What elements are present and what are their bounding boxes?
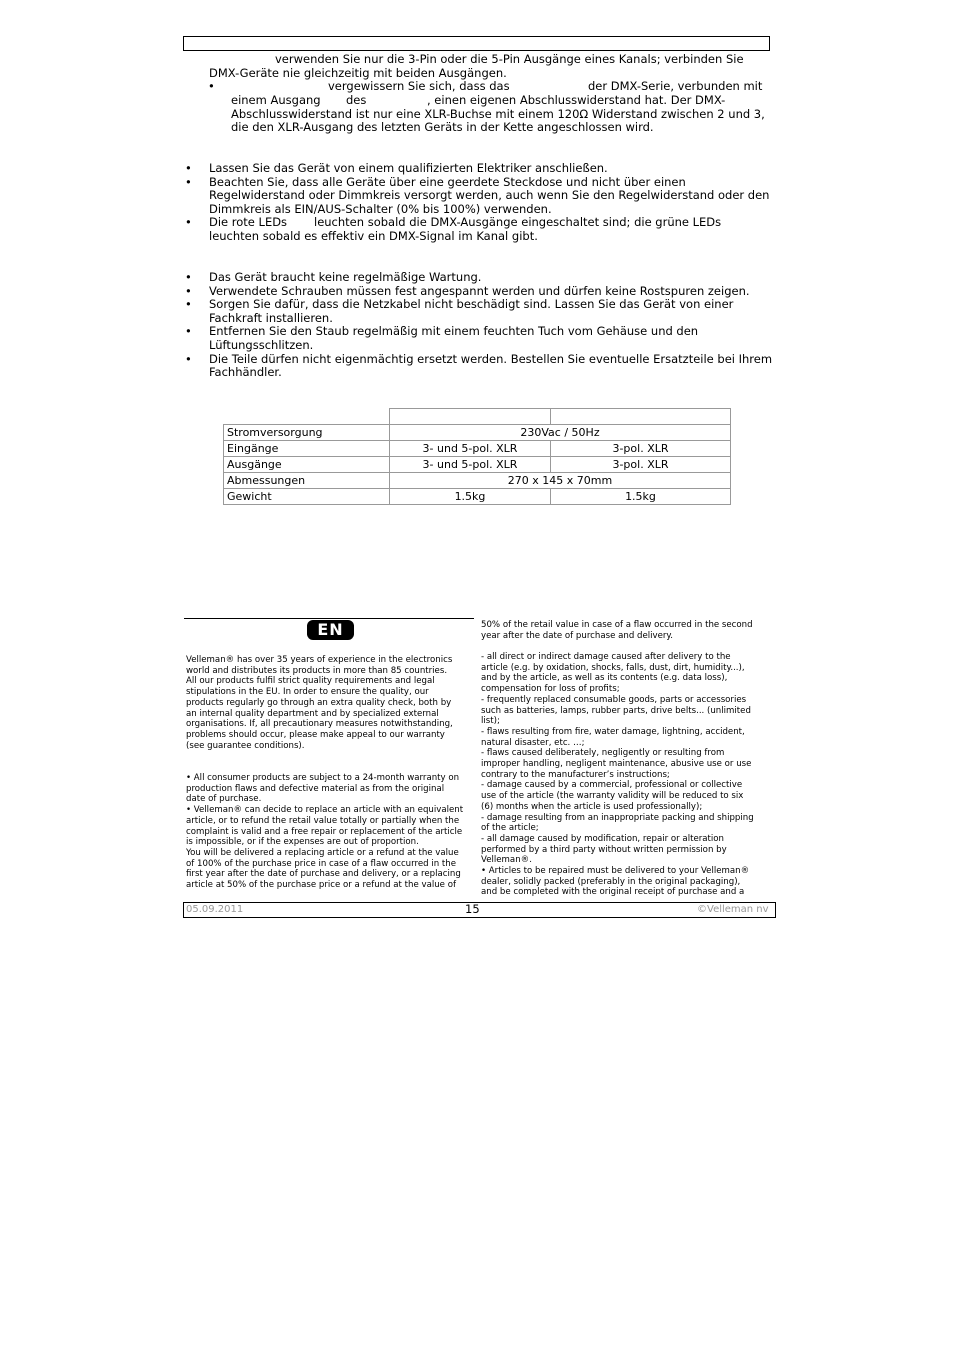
text-line: list); [481, 716, 500, 727]
text-line: (6) months when the article is used professionally); [481, 801, 703, 812]
table-row [224, 473, 731, 489]
list-item: Regelwiderstand oder Dimmkreis versorgt werden, auch wenn Sie den Regelwiderstand oder den [209, 188, 770, 202]
header-box [183, 36, 770, 51]
list-item: Lassen Sie das Gerät von einem qualifizierten Elektriker anschließen. [209, 161, 608, 175]
text-line: problems should occur, please make appeal to our warranty [186, 729, 445, 740]
text-line: production flaws and defective material as from the original [186, 783, 445, 794]
text-line: article at 50% of the purchase price or a refund at the value of [186, 880, 456, 890]
list-item: Lüftungsschlitzen. [209, 338, 314, 352]
text-line: - damage resulting from an inappropriate packing and shipping [481, 812, 754, 823]
table-header-row [224, 409, 731, 425]
text-line: article (e.g. by oxidation, shocks, falls, dust, dirt, humidity...), [481, 662, 745, 673]
text-line: - all damage caused by modification, repair or alteration [481, 833, 724, 844]
table-cell-label: Eingänge [224, 441, 390, 457]
table-cell: 1.5kg [390, 489, 551, 505]
text-line: einem Ausgang [231, 93, 321, 107]
text-line: stipulations in the EU. In order to ensure the quality, our [186, 687, 429, 698]
text-line: use of the article (the warranty validity will be reduced to six [481, 791, 744, 802]
bullet-dot: • [185, 284, 192, 298]
list-item: Verwendete Schrauben müssen fest angespannt werden und dürfen keine Rostspuren zeigen. [209, 284, 750, 298]
text-line: Velleman®. [481, 855, 532, 866]
text-line: improper handling, negligent maintenance, abusive use or use [481, 759, 752, 769]
spec-table [223, 408, 731, 505]
text-line: year after the date of purchase and delivery. [481, 630, 674, 641]
list-item: Sorgen Sie dafür, dass die Netzkabel nicht beschädigt sind. Lassen Sie das Gerät von einer [209, 297, 734, 311]
text-line: - flaws caused deliberately, negligently or resulting from [481, 748, 725, 759]
table-cell: 230Vac / 50Hz [390, 425, 731, 441]
text-line: an internal quality department and by specialized external [186, 708, 439, 719]
table-cell-label: Stromversorgung [224, 425, 390, 441]
text-line: DMX-Geräte nie gleichzeitig mit beiden Ausgängen. [209, 66, 507, 80]
list-item: Beachten Sie, dass alle Geräte über eine geerdete Steckdose und nicht über einen [209, 175, 686, 189]
text-line: of 100% of the purchase price in case of a flaw occurred in the [186, 858, 456, 869]
table-cell: 3- und 5-pol. XLR [390, 441, 551, 457]
footer-copyright: ©Velleman nv [697, 904, 769, 915]
table-row [224, 441, 731, 457]
text-line: article, or to refund the retail value totally or partially when the [186, 815, 460, 826]
bullet-dot: • [185, 161, 192, 175]
text-line: - all direct or indirect damage caused after delivery to the [481, 652, 731, 662]
bullet-dot: • [185, 215, 192, 229]
text-line: such as batteries, lamps, rubber parts, drive belts... (unlimited [481, 705, 751, 716]
table-cell: 3-pol. XLR [551, 457, 731, 473]
language-badge-en: EN [307, 620, 354, 640]
text-line: des [346, 93, 367, 107]
table-row [224, 489, 731, 505]
bullet-dot: • [185, 352, 192, 366]
bullet-dot: • [208, 79, 215, 93]
list-item: Die rote LEDs [209, 215, 288, 229]
list-item: leuchten sobald es effektiv ein DMX-Signal im Kanal gibt. [209, 229, 538, 243]
text-line: All our products fulfil strict quality requirements and legal [186, 676, 435, 687]
text-line: date of purchase. [186, 794, 262, 805]
text-line: natural disaster, etc. …; [481, 737, 585, 748]
section-divider [184, 618, 474, 619]
bullet-dot: • [185, 270, 192, 284]
text-line: die den XLR-Ausgang des letzten Geräts in der Kette angeschlossen wird. [231, 120, 654, 134]
text-line: organisations. If, all precautionary measures notwithstanding, [186, 719, 453, 730]
text-line: is impossible, or if the expenses are out of proportion. [186, 837, 419, 848]
table-cell-empty [224, 409, 390, 425]
text-line: and by the article, as well as its contents (e.g. data loss), [481, 673, 728, 684]
text-line: products regularly go through an extra quality check, both by [186, 697, 452, 708]
text-line: Abschlusswiderstand ist nur eine XLR-Buchse mit einem 120Ω Widerstand zwischen 2 und 3, [231, 107, 765, 121]
text-line: compensation for loss of profits; [481, 684, 620, 695]
text-line: • Velleman® can decide to replace an article with an equivalent [186, 805, 464, 816]
bullet-dot: • [185, 324, 192, 338]
text-line: • Articles to be repaired must be delivered to your Velleman® [481, 866, 750, 876]
text-line: • All consumer products are subject to a 24-month warranty on [186, 773, 460, 783]
table-cell: 1.5kg [551, 489, 731, 505]
text-line: dealer, solidly packed (preferably in the original packaging), [481, 876, 741, 887]
list-item: Fachhändler. [209, 365, 282, 379]
text-line: and be completed with the original receipt of purchase and a [481, 887, 745, 898]
text-line: 50% of the retail value in case of a flaw occurred in the second [481, 620, 753, 630]
page-number: 15 [465, 902, 480, 916]
table-header-cell [390, 409, 551, 425]
text-line: contrary to the manufacturer’s instructions; [481, 769, 670, 780]
list-item: Das Gerät braucht keine regelmäßige Wartung. [209, 270, 482, 284]
text-line: (see guarantee conditions). [186, 740, 305, 751]
text-line: first year after the date of purchase and delivery, or a replacing [186, 869, 461, 880]
text-line: - flaws resulting from fire, water damage, lightning, accident, [481, 726, 745, 737]
table-cell-label: Gewicht [224, 489, 390, 505]
table-row [224, 457, 731, 473]
text-line: - damage caused by a commercial, professional or collective [481, 780, 743, 791]
text-line: complaint is valid and a free repair or replacement of the article [186, 826, 463, 837]
text-line: You will be delivered a replacing article or a refund at the value [186, 847, 459, 858]
table-row [224, 425, 731, 441]
table-cell: 3-pol. XLR [551, 441, 731, 457]
text-line: vergewissern Sie sich, dass das [328, 79, 510, 93]
list-item: Fachkraft installieren. [209, 311, 333, 325]
bullet-dot: • [185, 297, 192, 311]
list-item: Dimmkreis als EIN/AUS-Schalter (0% bis 100%) verwenden. [209, 202, 552, 216]
text-line: world and distributes its products in more than 85 countries. [186, 665, 448, 676]
bullet-dot: • [185, 175, 192, 189]
footer-date: 05.09.2011 [186, 904, 244, 915]
text-line: Velleman® has over 35 years of experience in the electronics [186, 655, 453, 665]
table-header-cell [551, 409, 731, 425]
text-line: verwenden Sie nur die 3-Pin oder die 5-Pin Ausgänge eines Kanals; verbinden Sie [275, 52, 744, 66]
list-item: leuchten sobald die DMX-Ausgänge eingeschaltet sind; die grüne LEDs [314, 215, 722, 229]
table-cell: 270 x 145 x 70mm [390, 473, 731, 489]
text-line: der DMX-Serie, verbunden mit [588, 79, 763, 93]
table-cell-label: Abmessungen [224, 473, 390, 489]
text-line: performed by a third party without written permission by [481, 844, 727, 855]
list-item: Die Teile dürfen nicht eigenmächtig ersetzt werden. Bestellen Sie eventuelle Ersatzteile bei Ihrem [209, 352, 773, 366]
text-line: of the article; [481, 823, 539, 834]
text-line: - frequently replaced consumable goods, parts or accessories [481, 694, 747, 705]
list-item: Entfernen Sie den Staub regelmäßig mit einem feuchten Tuch vom Gehäuse und den [209, 324, 699, 338]
text-line: , einen eigenen Abschlusswiderstand hat. Der DMX- [427, 93, 726, 107]
table-cell: 3- und 5-pol. XLR [390, 457, 551, 473]
table-cell-label: Ausgänge [224, 457, 390, 473]
